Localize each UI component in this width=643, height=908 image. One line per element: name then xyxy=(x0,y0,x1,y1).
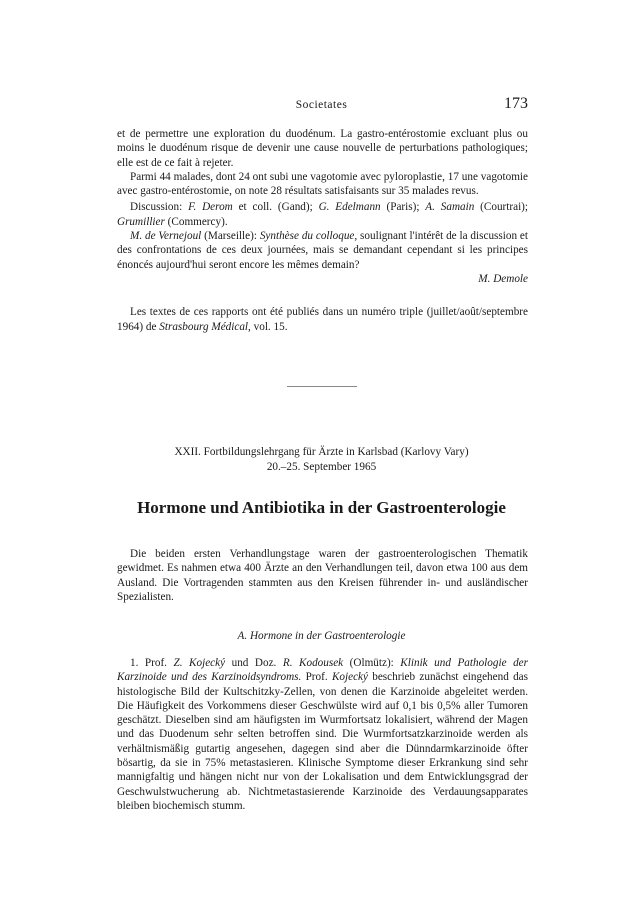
discussant-3: A. Samain xyxy=(425,201,475,214)
synthesis-city: (Marseille): xyxy=(201,230,260,243)
note-text-1: Les textes de ces rapports ont été publiés dans un numéro triple (juillet/août/septembre 1964) de xyxy=(117,306,528,333)
note-text-2: , vol. 15. xyxy=(248,320,288,333)
article-title: Hormone und Antibiotika in der Gastroenterologie xyxy=(137,498,506,517)
section-heading: A. Hormone in der Gastroenterologie xyxy=(237,630,406,642)
signature: M. Demole xyxy=(478,272,528,285)
synthesis-paragraph xyxy=(117,229,528,272)
item-1-author-1: Z. Kojecký xyxy=(173,657,226,669)
french-paragraph-2: Parmi 44 malades, dont 24 ont subi une vagotomie avec pyloroplastie, 17 une vagotomie avec gastro-entérostomie, on note 28 résultats satisfaisants sur 35 malades revus. xyxy=(117,170,528,198)
item-1-number: 1. Prof. xyxy=(130,657,174,669)
discussant-2: G. Edelmann xyxy=(318,201,381,214)
intro-block xyxy=(117,547,528,604)
item-1-city: (Olmütz): xyxy=(343,657,401,669)
item-1-topic: Klinik und Pathologie der Karzinoide und des Karzinoidsyndroms. xyxy=(117,657,528,684)
running-title: Societates xyxy=(295,99,348,111)
french-paragraph-1: et de permettre une exploration du duodénum. La gastro-entérostomie excluant plus ou moins le duodénum risque de devenir une cause nouvelle de perturbations pathologiques; elle est de ce fait à rejeter. xyxy=(117,128,528,169)
discussant-1: F. Derom xyxy=(188,201,233,214)
item-1-text: beschrieb zunächst eingehend das histologische Bild der Kultschitzky-Zellen, von denen die Karzinoide abgeleitet werden. Die Häufigkeit des Vorkommens dieser Geschwülste wird auf 0,1 bis 0,5% aller Tumoren geschätzt. Dieselben sind am häufigsten im Wurmfortsatz lokalisiert, während der Magen und das Duodenum sehr selten betroffen sind. Die Wurmfortsatzkarzinoide werden als verhältnismäßig gutartig angesehen, dagegen sind aber die Dünndarmkarzinoide öfter bösartig, da sie in 75% metastasieren. Klinische Symptome dieser Erkrankung sind sehr mannigfaltig und hängen nicht nur von der Lokalisation und dem Entwicklungsgrad der Geschwulstwucherung ab. Nichtmetastasierende Karzinoide des Verdauungsapparates bleiben biochemisch stumm. xyxy=(117,671,528,812)
journal-name: Strasbourg Médical xyxy=(159,320,249,333)
page-number: 173 xyxy=(504,95,528,112)
synthesis-title: Synthèse du colloque, xyxy=(259,230,358,243)
event-line-2: 20.–25. September 1965 xyxy=(266,460,377,473)
event-line-1: XXII. Fortbildungslehrgang für Ärzte in Karlsbad (Karlovy Vary) xyxy=(174,446,469,458)
discussion-text-1: et coll. (Gand); xyxy=(232,201,319,214)
item-1-author-1b: Kojecký xyxy=(331,671,368,684)
discussant-4: Grumillier xyxy=(117,215,165,228)
item-1-block xyxy=(117,656,528,813)
item-1-prof: Prof. xyxy=(301,671,332,684)
event-heading xyxy=(0,445,643,474)
item-1-author-2: R. Kodousek xyxy=(282,657,344,669)
intro-paragraph: Die beiden ersten Verhandlungstage waren der gastroenterologischen Thematik gewidmet. Es nahmen etwa 400 Ärzte an den Verhandlungen teil, davon etwa 100 aus dem Ausland. Die Vortragenden stammten aus den Kreisen führender in- und ausländischer Spezialisten. xyxy=(117,548,528,603)
section-divider xyxy=(287,386,357,387)
discussion-paragraph xyxy=(117,200,528,229)
french-report-block xyxy=(117,127,528,334)
synthesis-author: M. de Vernejoul xyxy=(130,230,202,243)
item-1-connector: und Doz. xyxy=(225,657,283,669)
item-1-paragraph xyxy=(117,656,528,813)
discussion-text-4: (Commercy). xyxy=(164,215,228,228)
synthesis-text: soulignant l'intérêt de la discussion et des confrontations de ces deux journées, mais se demandant cependant si les principes énoncés aujourd'hui seront encore les mêmes demain? xyxy=(117,230,528,271)
publication-note xyxy=(117,305,528,334)
discussion-text-3: (Courtrai); xyxy=(474,201,529,214)
discussion-text-2: (Paris); xyxy=(380,201,426,214)
discussion-label: Discussion: xyxy=(130,201,189,214)
